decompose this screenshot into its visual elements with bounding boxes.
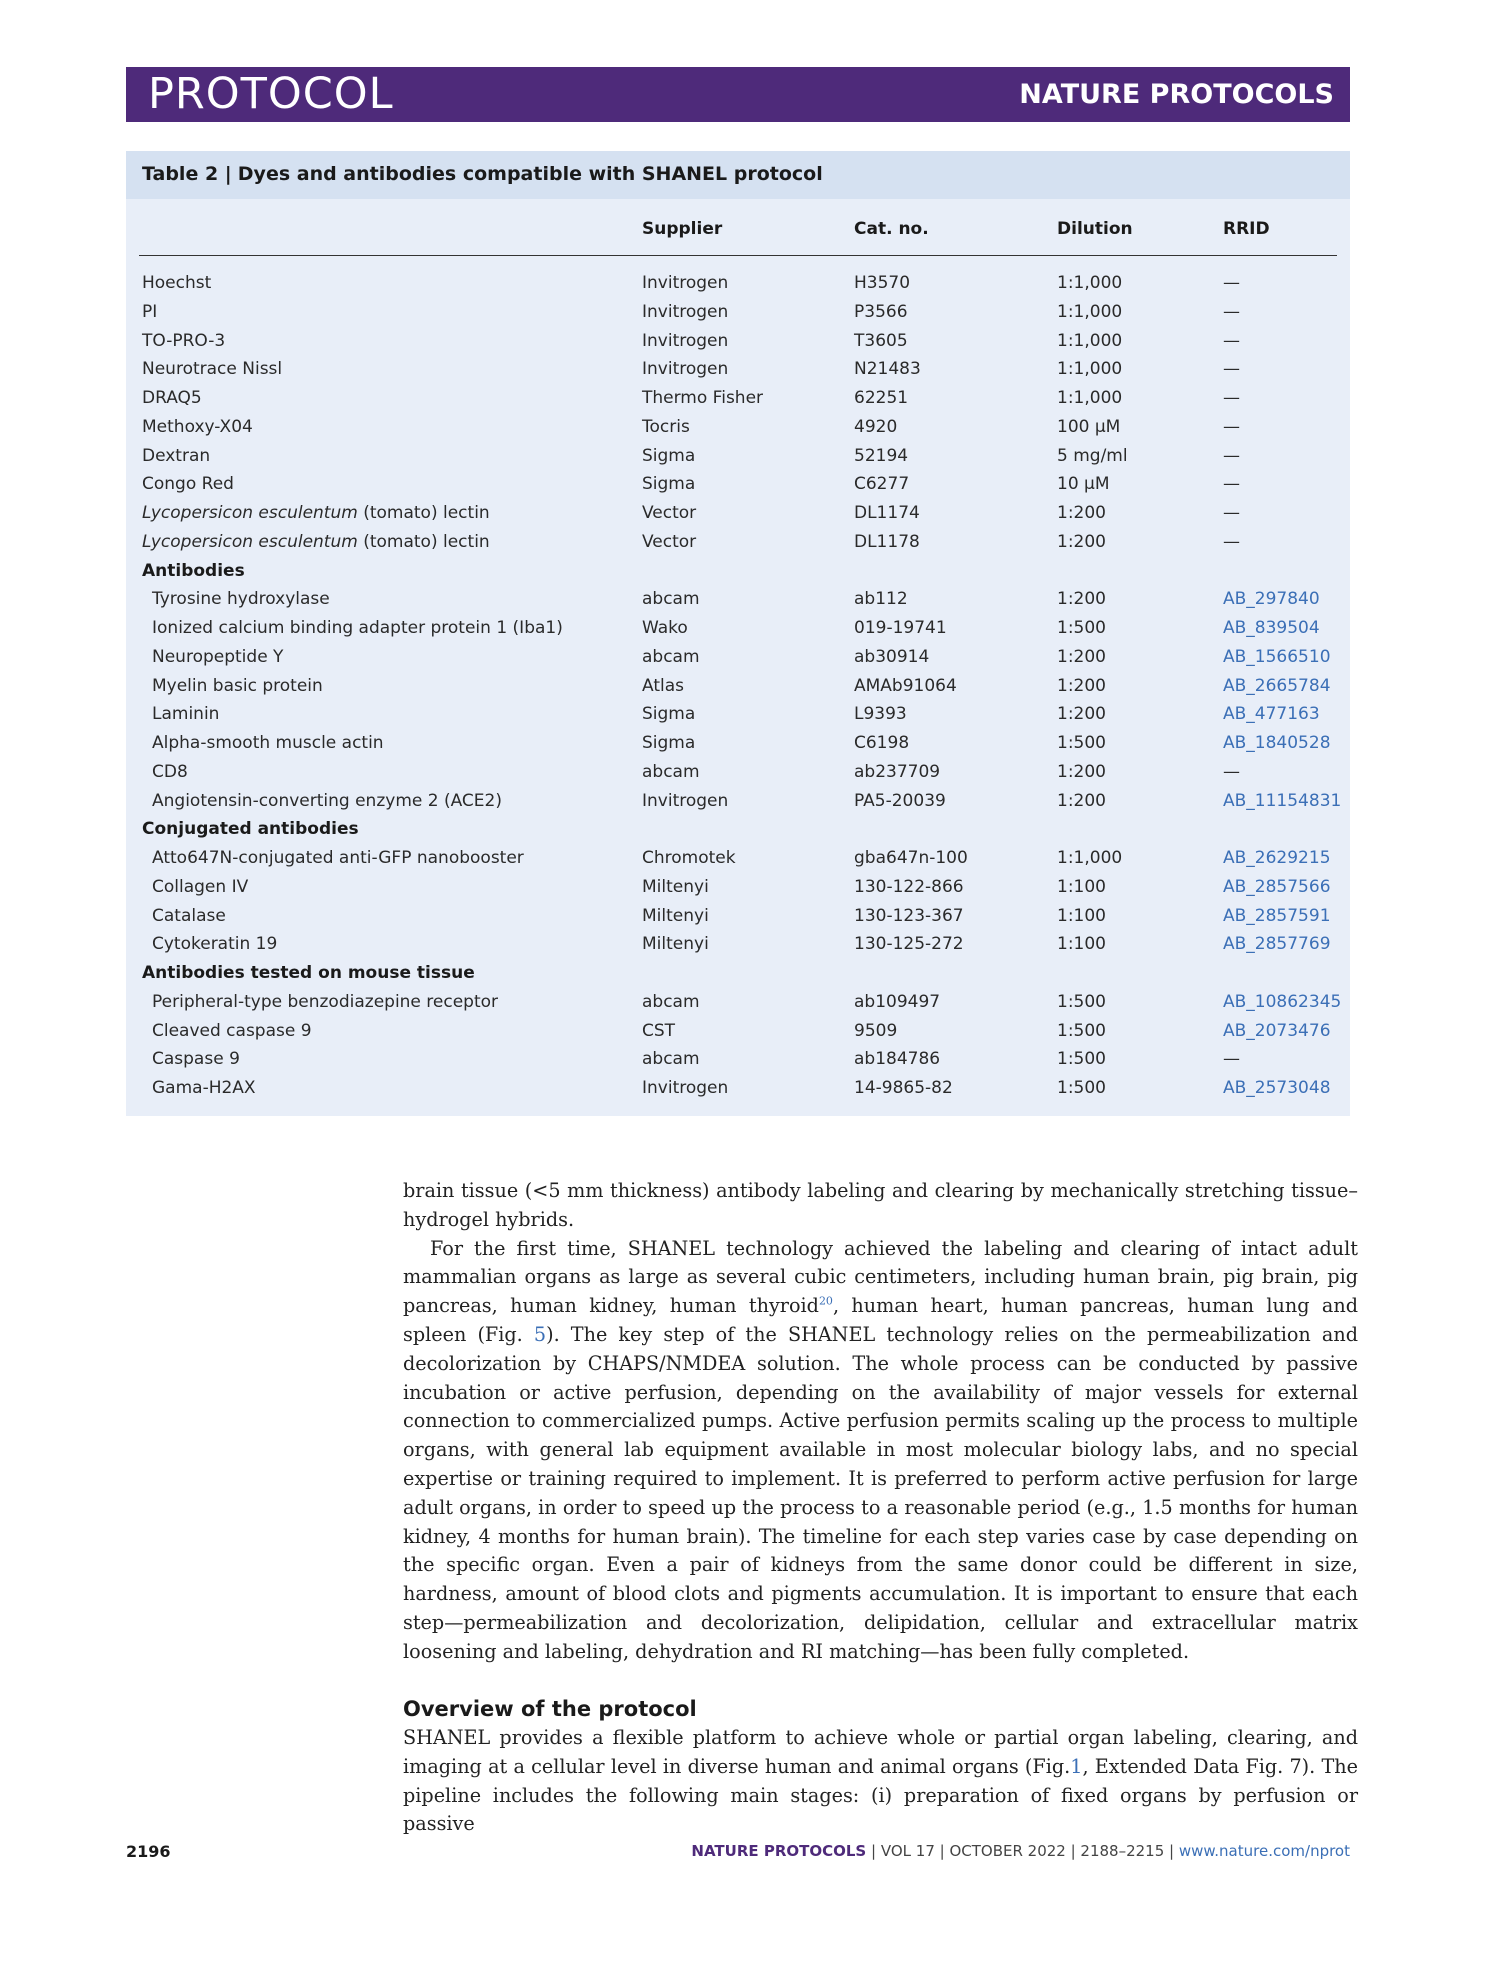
reagent-name-text: Ionized calcium binding adapter protein 1 (Iba1) bbox=[152, 618, 563, 638]
rrid-cell: — bbox=[1223, 1049, 1240, 1070]
reagent-name-text: Neuropeptide Y bbox=[152, 646, 284, 667]
reagent-name bbox=[152, 906, 226, 926]
citation-ref[interactable]: 20 bbox=[818, 1294, 833, 1308]
dilution-cell: 1:1,000 bbox=[1057, 359, 1123, 380]
supplier-cell: Invitrogen bbox=[642, 359, 729, 380]
body-text-2 bbox=[403, 1724, 1358, 1839]
supplier-cell: Atlas bbox=[642, 675, 684, 696]
cat-no-cell: DL1178 bbox=[854, 531, 920, 552]
reagent-name-text: Laminin bbox=[152, 704, 220, 725]
reagent-name-text: Peripheral-type benzodiazepine receptor bbox=[152, 991, 499, 1012]
reagent-name-text: CD8 bbox=[152, 761, 188, 782]
dilution-cell: 5 mg/ml bbox=[1057, 445, 1128, 466]
table-row bbox=[126, 787, 1350, 816]
supplier-cell: Miltenyi bbox=[642, 876, 709, 897]
rrid-cell: — bbox=[1223, 330, 1240, 351]
reagent-name-text: PI bbox=[142, 301, 158, 322]
table-row bbox=[126, 327, 1350, 356]
rrid-cell: — bbox=[1223, 416, 1240, 437]
rrid-cell: — bbox=[1223, 301, 1240, 322]
rrid-cell: — bbox=[1223, 503, 1240, 523]
section-heading: Overview of the protocol bbox=[403, 1697, 697, 1721]
table-row bbox=[126, 729, 1350, 758]
supplier-cell: Chromotek bbox=[642, 848, 736, 868]
reagent-name-text: Methoxy-X04 bbox=[142, 416, 253, 437]
supplier-cell: abcam bbox=[642, 589, 700, 610]
reagent-name-text: Myelin basic protein bbox=[152, 675, 323, 696]
dilution-cell: 1:1,000 bbox=[1057, 330, 1123, 351]
rrid-cell[interactable]: AB_2857566 bbox=[1223, 876, 1331, 897]
cat-no-cell: N21483 bbox=[854, 359, 921, 380]
rrid-cell: — bbox=[1223, 445, 1240, 466]
reagent-name bbox=[142, 273, 211, 293]
supplier-cell: Sigma bbox=[642, 474, 696, 495]
cat-no-cell: P3566 bbox=[854, 301, 908, 322]
supplier-cell: Miltenyi bbox=[642, 934, 709, 955]
footer-citation bbox=[691, 1842, 1350, 1860]
table-section-header bbox=[126, 557, 1350, 586]
dilution-cell: 1:200 bbox=[1057, 704, 1106, 725]
rrid-cell[interactable]: AB_2665784 bbox=[1223, 675, 1331, 696]
table-row bbox=[126, 470, 1350, 499]
reagent-name-text: Caspase 9 bbox=[152, 1049, 240, 1070]
supplier-cell: Invitrogen bbox=[642, 330, 729, 351]
reagent-name-text: Cleaved caspase 9 bbox=[152, 1020, 312, 1041]
reagent-name-text: Neurotrace Nissl bbox=[142, 359, 283, 380]
table-row bbox=[126, 528, 1350, 557]
rrid-cell[interactable]: AB_2857591 bbox=[1223, 905, 1331, 926]
table-2 bbox=[126, 151, 1350, 1116]
reagent-name bbox=[152, 1021, 312, 1041]
dilution-cell: 1:200 bbox=[1057, 675, 1106, 696]
supplier-cell: Invitrogen bbox=[642, 1078, 729, 1098]
table-row bbox=[126, 1017, 1350, 1046]
reagent-name-text: (tomato) lectin bbox=[357, 531, 490, 552]
rrid-cell[interactable]: AB_2629215 bbox=[1223, 848, 1331, 868]
reagent-name-text: Catalase bbox=[152, 905, 226, 926]
dilution-cell: 1:200 bbox=[1057, 646, 1106, 667]
cat-no-cell: ab112 bbox=[854, 589, 908, 610]
reagent-name bbox=[142, 302, 157, 322]
cat-no-cell: ab109497 bbox=[854, 991, 941, 1012]
table-row bbox=[126, 902, 1350, 931]
supplier-cell: abcam bbox=[642, 646, 700, 667]
dilution-cell: 1:500 bbox=[1057, 991, 1106, 1012]
table-section-header bbox=[126, 959, 1350, 988]
reagent-name bbox=[152, 733, 384, 753]
table-row bbox=[126, 355, 1350, 384]
footer-journal: NATURE PROTOCOLS bbox=[691, 1842, 867, 1860]
species-name: Lycopersicon esculentum bbox=[142, 531, 358, 552]
cat-no-cell: C6198 bbox=[854, 733, 910, 753]
cat-no-cell: 9509 bbox=[854, 1020, 898, 1041]
table-row bbox=[126, 988, 1350, 1017]
reagent-name bbox=[142, 532, 490, 552]
supplier-cell: abcam bbox=[642, 761, 700, 782]
paragraph-2: For the first time, SHANEL technology achieved the labeling and clearing of intact adult mammalian organs as large as several cubic centimeters, including human brain, pig brain, pig pancreas, human kidney, human thyroid$^{20}$, human heart, human pancreas, human lung and spleen (Fig. 5). The key step of the SHANEL technology relies on the permeabilization and decolorization by CHAPS/NMDEA solution. The whole process can be conducted by passive incubation or active perfusion, depending on the availability of major vessels for external connection to commercialized pumps. Active perfusion permits scaling up the process to multiple organs, with general lab equipment available in most molecular biology labs, and no special expertise or training required to implement. It is preferred to perform active perfusion for large adult organs, in order to speed up the process to a reasonable period (e.g., 1.5 months for human kidney, 4 months for human brain). The timeline for each step varies case by case depending on the specific organ. Even a pair of kidneys from the same donor could be different in size, hardness, amount of blood clots and pigments accumulation. It is important to ensure that each step—permeabilization and decolorization, delipidation, cellular and extracellular matrix loosening and labeling, dehydration and RI matching—has been fully completed. bbox=[403, 1236, 1359, 1663]
table-row bbox=[126, 298, 1350, 327]
cat-no-cell: 130-123-367 bbox=[854, 905, 964, 926]
dilution-cell: 1:200 bbox=[1057, 589, 1106, 610]
reagent-name bbox=[152, 877, 248, 897]
reagent-name-text: Dextran bbox=[142, 445, 211, 466]
dilution-cell: 1:500 bbox=[1057, 1049, 1106, 1070]
rrid-cell[interactable]: AB_2073476 bbox=[1223, 1020, 1331, 1041]
table-body bbox=[126, 269, 1350, 1103]
cat-no-cell: gba647n-100 bbox=[854, 848, 968, 868]
supplier-cell: Invitrogen bbox=[642, 273, 729, 293]
dilution-cell: 1:200 bbox=[1057, 761, 1106, 782]
table-row bbox=[126, 384, 1350, 413]
supplier-cell: Invitrogen bbox=[642, 790, 729, 811]
reagent-name bbox=[142, 331, 225, 351]
table-row bbox=[126, 873, 1350, 902]
table-row bbox=[126, 643, 1350, 672]
page-number: 2196 bbox=[126, 1842, 171, 1861]
rrid-cell[interactable]: AB_2857769 bbox=[1223, 934, 1331, 955]
rrid-cell: — bbox=[1223, 388, 1240, 408]
cat-no-cell: AMAb91064 bbox=[854, 675, 957, 696]
rrid-cell[interactable]: AB_10862345 bbox=[1223, 991, 1342, 1012]
reagent-name bbox=[152, 589, 330, 609]
supplier-cell: Invitrogen bbox=[642, 301, 729, 322]
table-row bbox=[126, 614, 1350, 643]
table-row bbox=[126, 442, 1350, 471]
rrid-cell[interactable]: AB_11154831 bbox=[1223, 790, 1342, 811]
table-row bbox=[126, 672, 1350, 701]
reagent-name-text: Alpha-smooth muscle actin bbox=[152, 733, 384, 753]
table-row bbox=[126, 499, 1350, 528]
supplier-cell: Vector bbox=[642, 503, 697, 523]
cat-no-cell: H3570 bbox=[854, 273, 911, 293]
dilution-cell: 1:1,000 bbox=[1057, 848, 1123, 868]
table-row bbox=[126, 844, 1350, 873]
table-section-header bbox=[126, 815, 1350, 844]
cat-no-cell: 52194 bbox=[854, 445, 909, 466]
rrid-cell: — bbox=[1223, 474, 1240, 495]
supplier-cell: Thermo Fisher bbox=[642, 388, 764, 408]
table-row bbox=[126, 930, 1350, 959]
rrid-cell[interactable]: AB_1840528 bbox=[1223, 733, 1331, 753]
figure-ref[interactable]: 1 bbox=[1070, 1754, 1083, 1778]
dilution-cell: 1:100 bbox=[1057, 934, 1106, 955]
cat-no-cell: 14-9865-82 bbox=[854, 1078, 953, 1098]
section-label: Antibodies bbox=[142, 560, 245, 581]
table-row bbox=[126, 413, 1350, 442]
reagent-name-text: Gama-H2AX bbox=[152, 1078, 256, 1098]
reagent-name bbox=[152, 1078, 256, 1098]
cat-no-cell: ab30914 bbox=[854, 646, 930, 667]
reagent-name-text: (tomato) lectin bbox=[357, 503, 490, 523]
rrid-cell[interactable]: AB_839504 bbox=[1223, 618, 1320, 638]
dilution-cell: 1:100 bbox=[1057, 876, 1106, 897]
species-name: Lycopersicon esculentum bbox=[142, 503, 358, 523]
rrid-cell[interactable]: AB_1566510 bbox=[1223, 646, 1331, 667]
section-label: Antibodies tested on mouse tissue bbox=[142, 963, 475, 983]
reagent-name bbox=[152, 1049, 240, 1069]
reagent-name-text: TO-PRO-3 bbox=[142, 330, 226, 351]
reagent-name bbox=[152, 762, 188, 782]
cat-no-cell: ab237709 bbox=[854, 761, 941, 782]
supplier-cell: CST bbox=[642, 1020, 676, 1041]
reagent-name bbox=[142, 503, 490, 523]
dilution-cell: 1:500 bbox=[1057, 618, 1106, 638]
rrid-cell: — bbox=[1223, 761, 1240, 782]
cat-no-cell: 62251 bbox=[854, 388, 909, 408]
rrid-cell[interactable]: AB_477163 bbox=[1223, 704, 1320, 725]
reagent-name bbox=[152, 704, 219, 724]
reagent-name bbox=[142, 388, 202, 408]
figure-ref[interactable]: 5 bbox=[533, 1322, 547, 1346]
section-label: PROTOCOL bbox=[148, 69, 394, 119]
cat-no-cell: 4920 bbox=[854, 416, 898, 437]
reagent-name bbox=[152, 848, 524, 868]
table-row bbox=[126, 700, 1350, 729]
body-text bbox=[403, 1177, 1358, 1667]
table-title-bar bbox=[126, 151, 1350, 199]
reagent-name-text: Angiotensin-converting enzyme 2 (ACE2) bbox=[152, 790, 502, 811]
table-row bbox=[126, 269, 1350, 298]
header-banner bbox=[126, 67, 1350, 122]
table-row bbox=[126, 758, 1350, 787]
cat-no-cell: C6277 bbox=[854, 474, 910, 495]
footer-volume: | VOL 17 | OCTOBER 2022 | 2188–2215 | bbox=[866, 1842, 1179, 1860]
cat-no-cell: PA5-20039 bbox=[854, 790, 946, 811]
table-row bbox=[126, 1045, 1350, 1074]
cat-no-cell: T3605 bbox=[854, 330, 908, 351]
dilution-cell: 1:500 bbox=[1057, 733, 1106, 753]
reagent-name-text: Tyrosine hydroxylase bbox=[152, 589, 330, 610]
reagent-name bbox=[152, 676, 323, 696]
reagent-name-text: Cytokeratin 19 bbox=[152, 934, 278, 955]
dilution-cell: 1:200 bbox=[1057, 503, 1106, 523]
dilution-cell: 1:1,000 bbox=[1057, 273, 1123, 293]
reagent-name-text: Collagen IV bbox=[152, 876, 249, 897]
supplier-cell: Wako bbox=[642, 618, 688, 638]
rrid-cell: — bbox=[1223, 531, 1240, 552]
rrid-cell[interactable]: AB_297840 bbox=[1223, 589, 1320, 610]
dilution-cell: 1:1,000 bbox=[1057, 301, 1123, 322]
reagent-name bbox=[152, 791, 502, 811]
dilution-cell: 1:200 bbox=[1057, 531, 1106, 552]
table-label: Table 2 | bbox=[142, 163, 232, 185]
cat-no-cell: L9393 bbox=[854, 704, 907, 725]
supplier-cell: Sigma bbox=[642, 704, 696, 725]
column-header-supplier: Supplier bbox=[642, 219, 723, 239]
reagent-name-text: Atto647N-conjugated anti-GFP nanobooster bbox=[152, 848, 524, 868]
supplier-cell: Miltenyi bbox=[642, 905, 709, 926]
reagent-name bbox=[142, 474, 234, 494]
supplier-cell: abcam bbox=[642, 991, 700, 1012]
column-header-cat-no: Cat. no. bbox=[854, 219, 929, 239]
reagent-name-text: Congo Red bbox=[142, 474, 234, 495]
dilution-cell: 1:200 bbox=[1057, 790, 1106, 811]
cat-no-cell: ab184786 bbox=[854, 1049, 941, 1070]
rrid-cell: — bbox=[1223, 359, 1240, 380]
rrid-cell: — bbox=[1223, 273, 1240, 293]
table-row bbox=[126, 1074, 1350, 1103]
reagent-name bbox=[152, 618, 563, 638]
dilution-cell: 10 μM bbox=[1057, 474, 1110, 495]
dilution-cell: 1:500 bbox=[1057, 1020, 1106, 1041]
supplier-cell: Sigma bbox=[642, 445, 696, 466]
reagent-name bbox=[152, 647, 283, 667]
reagent-name bbox=[152, 992, 498, 1012]
supplier-cell: Tocris bbox=[642, 416, 690, 437]
table-row bbox=[126, 585, 1350, 614]
cat-no-cell: DL1174 bbox=[854, 503, 920, 523]
dilution-cell: 1:1,000 bbox=[1057, 388, 1123, 408]
paragraph-1: brain tissue (<5 mm thickness) antibody labeling and clearing by mechanically stretching tissue–hydrogel hybrids. bbox=[403, 1179, 1358, 1231]
journal-name: NATURE PROTOCOLS bbox=[1019, 79, 1334, 110]
column-header-rrid: RRID bbox=[1223, 219, 1270, 239]
cat-no-cell: 130-125-272 bbox=[854, 934, 964, 955]
table-title: Dyes and antibodies compatible with SHANEL protocol bbox=[237, 163, 823, 185]
header-rule bbox=[139, 255, 1337, 256]
journal-link[interactable]: www.nature.com/nprot bbox=[1178, 1842, 1350, 1860]
column-header-dilution: Dilution bbox=[1057, 219, 1133, 239]
supplier-cell: Sigma bbox=[642, 733, 696, 753]
reagent-name-text: DRAQ5 bbox=[142, 388, 202, 408]
paragraph-3: SHANEL provides a flexible platform to achieve whole or partial organ labeling, clearing, and imaging at a cellular level in diverse human and animal organs (Fig.1, Extended Data Fig. 7). The pipeline includes the following main stages: (i) preparation of fixed organs by perfusion or passive bbox=[403, 1726, 1358, 1836]
dilution-cell: 1:500 bbox=[1057, 1078, 1106, 1098]
cat-no-cell: 019-19741 bbox=[854, 618, 947, 638]
supplier-cell: Vector bbox=[642, 531, 697, 552]
dilution-cell: 100 μM bbox=[1057, 416, 1121, 437]
reagent-name bbox=[142, 417, 253, 437]
reagent-name bbox=[142, 359, 282, 379]
section-label: Conjugated antibodies bbox=[142, 819, 359, 840]
rrid-cell[interactable]: AB_2573048 bbox=[1223, 1078, 1331, 1098]
reagent-name bbox=[152, 934, 277, 954]
reagent-name-text: Hoechst bbox=[142, 273, 212, 293]
dilution-cell: 1:100 bbox=[1057, 905, 1106, 926]
cat-no-cell: 130-122-866 bbox=[854, 876, 964, 897]
reagent-name bbox=[142, 446, 210, 466]
supplier-cell: abcam bbox=[642, 1049, 700, 1070]
